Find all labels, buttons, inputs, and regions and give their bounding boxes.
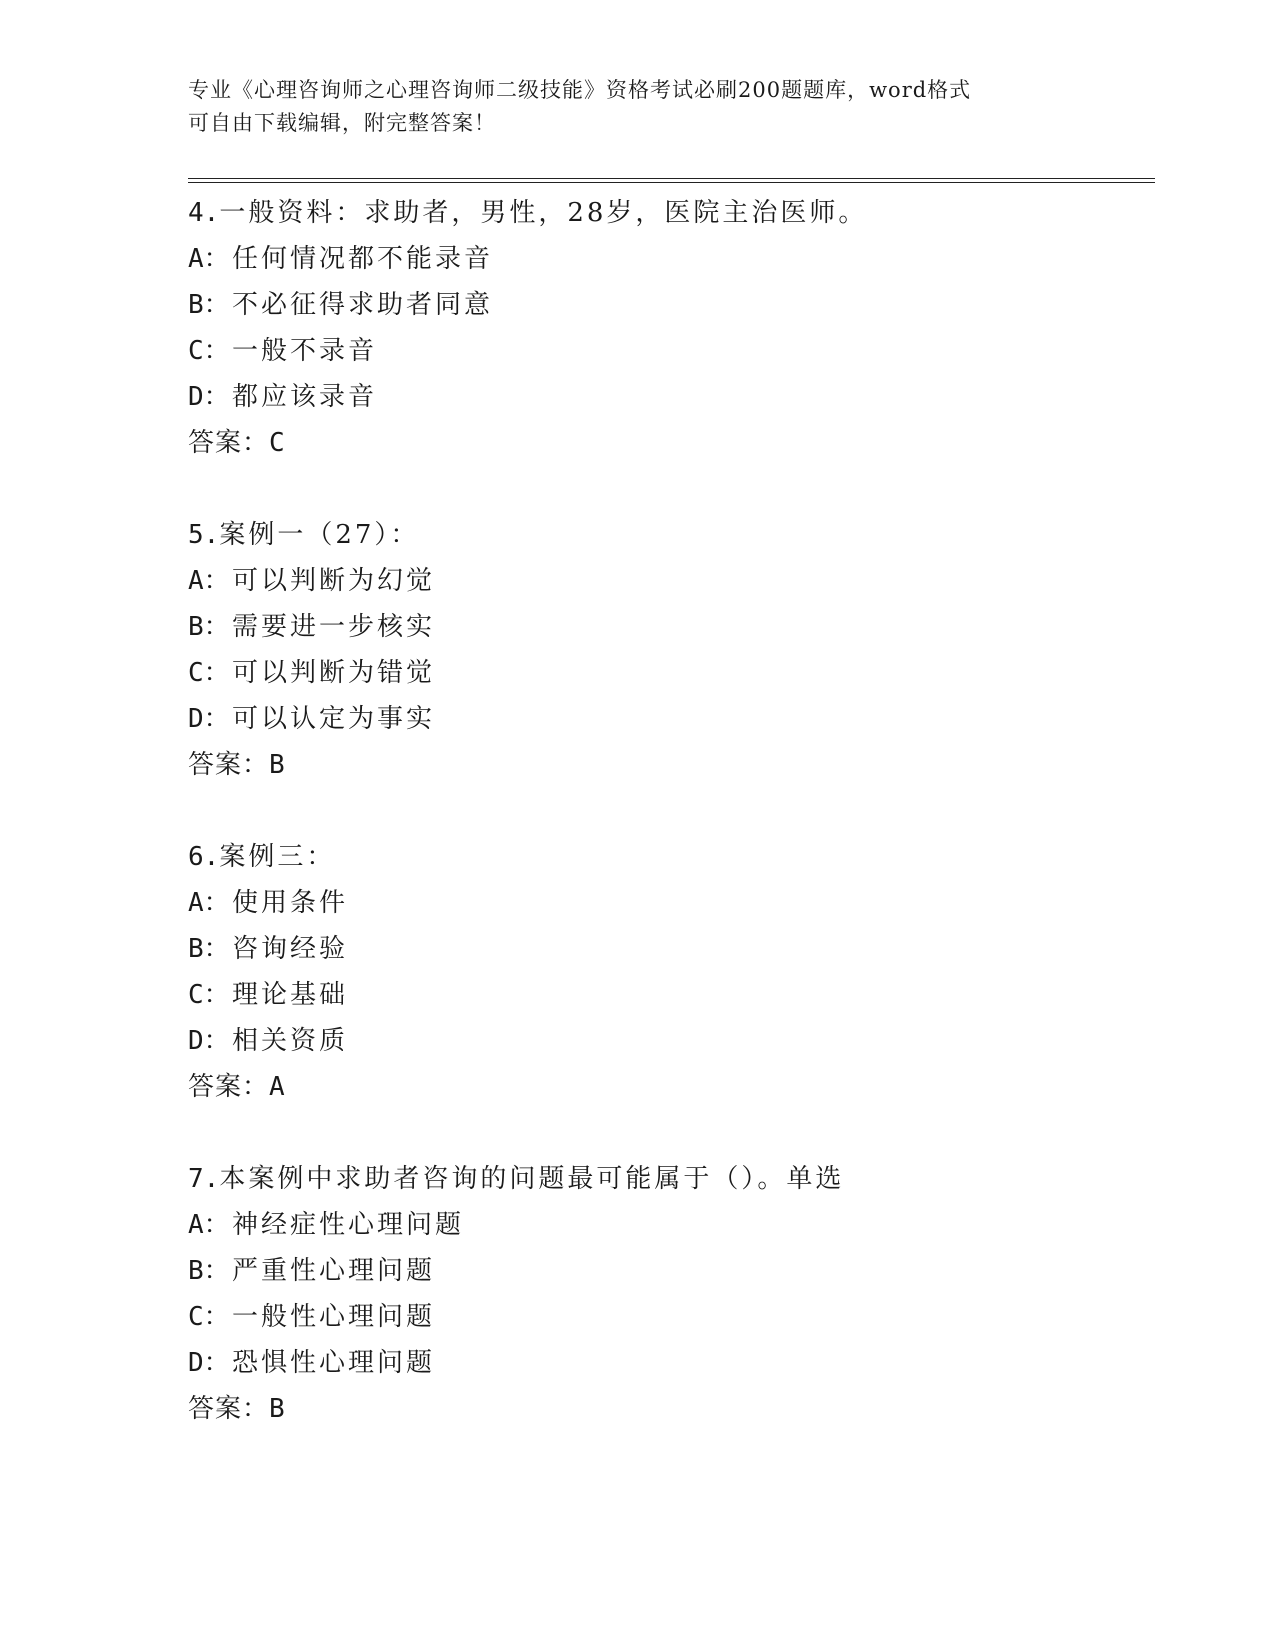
- question-number: 5.: [188, 520, 220, 550]
- question-number: 6.: [188, 842, 220, 872]
- header-divider-bottom: [188, 182, 1155, 183]
- answer-label: 答案：: [188, 1394, 270, 1424]
- question-item: [188, 512, 1188, 788]
- question-number: 7.: [188, 1164, 220, 1194]
- option-d: [188, 696, 1188, 742]
- option-b: [188, 926, 1188, 972]
- answer-line: [188, 420, 1188, 466]
- answer-label: 答案：: [188, 428, 270, 458]
- option-c: [188, 972, 1188, 1018]
- answer-value: B: [269, 750, 286, 780]
- question-stem: [188, 834, 1188, 880]
- option-c: [188, 328, 1188, 374]
- answer-value: B: [269, 1394, 286, 1424]
- document-header: [188, 74, 1088, 140]
- option-a: [188, 558, 1188, 604]
- option-b: [188, 604, 1188, 650]
- question-stem: [188, 1156, 1188, 1202]
- question-text: 案例一（27）：: [219, 520, 420, 550]
- option-key: C：: [188, 1302, 230, 1332]
- option-key: A：: [188, 244, 230, 274]
- question-number: 4.: [188, 198, 220, 228]
- option-key: D：: [188, 1026, 230, 1056]
- option-key: B：: [188, 1256, 230, 1286]
- option-d: [188, 1340, 1188, 1386]
- option-key: C：: [188, 336, 230, 366]
- option-text: 都应该录音: [232, 382, 378, 412]
- header-divider-top: [188, 178, 1155, 179]
- option-a: [188, 236, 1188, 282]
- option-d: [188, 1018, 1188, 1064]
- question-item: [188, 834, 1188, 1110]
- option-key: D：: [188, 1348, 230, 1378]
- option-text: 可以判断为幻觉: [232, 566, 436, 596]
- answer-line: [188, 1386, 1188, 1432]
- answer-value: C: [269, 428, 286, 458]
- question-item: [188, 190, 1188, 466]
- option-b: [188, 1248, 1188, 1294]
- answer-label: 答案：: [188, 750, 270, 780]
- option-text: 恐惧性心理问题: [232, 1348, 436, 1378]
- header-line-2: 可自由下载编辑，附完整答案！: [188, 111, 496, 135]
- option-text: 一般不录音: [232, 336, 378, 366]
- option-key: B：: [188, 612, 230, 642]
- answer-value: A: [269, 1072, 286, 1102]
- header-line-1: 专业《心理咨询师之心理咨询师二级技能》资格考试必刷200题题库，word格式: [188, 78, 972, 102]
- option-text: 任何情况都不能录音: [232, 244, 494, 274]
- answer-line: [188, 742, 1188, 788]
- option-key: A：: [188, 1210, 230, 1240]
- option-key: A：: [188, 566, 230, 596]
- option-key: D：: [188, 382, 230, 412]
- option-d: [188, 374, 1188, 420]
- question-list: [188, 190, 1188, 1478]
- option-key: D：: [188, 704, 230, 734]
- question-item: [188, 1156, 1188, 1432]
- option-text: 神经症性心理问题: [232, 1210, 465, 1240]
- option-text: 相关资质: [232, 1026, 349, 1056]
- option-key: C：: [188, 980, 230, 1010]
- option-c: [188, 650, 1188, 696]
- option-text: 一般性心理问题: [232, 1302, 436, 1332]
- option-key: C：: [188, 658, 230, 688]
- option-b: [188, 282, 1188, 328]
- option-c: [188, 1294, 1188, 1340]
- option-a: [188, 1202, 1188, 1248]
- question-text: 本案例中求助者咨询的问题最可能属于（）。单选: [219, 1164, 845, 1194]
- question-stem: [188, 512, 1188, 558]
- option-text: 可以判断为错觉: [232, 658, 436, 688]
- option-key: B：: [188, 290, 230, 320]
- question-text: 案例三：: [219, 842, 336, 872]
- answer-label: 答案：: [188, 1072, 270, 1102]
- question-text: 一般资料：求助者，男性，28岁，医院主治医师。: [219, 198, 868, 228]
- option-text: 咨询经验: [232, 934, 349, 964]
- option-text: 理论基础: [232, 980, 349, 1010]
- option-key: A：: [188, 888, 230, 918]
- answer-line: [188, 1064, 1188, 1110]
- option-a: [188, 880, 1188, 926]
- option-text: 严重性心理问题: [232, 1256, 436, 1286]
- option-text: 需要进一步核实: [232, 612, 436, 642]
- option-text: 不必征得求助者同意: [232, 290, 494, 320]
- option-text: 使用条件: [232, 888, 349, 918]
- option-text: 可以认定为事实: [232, 704, 436, 734]
- option-key: B：: [188, 934, 230, 964]
- question-stem: [188, 190, 1188, 236]
